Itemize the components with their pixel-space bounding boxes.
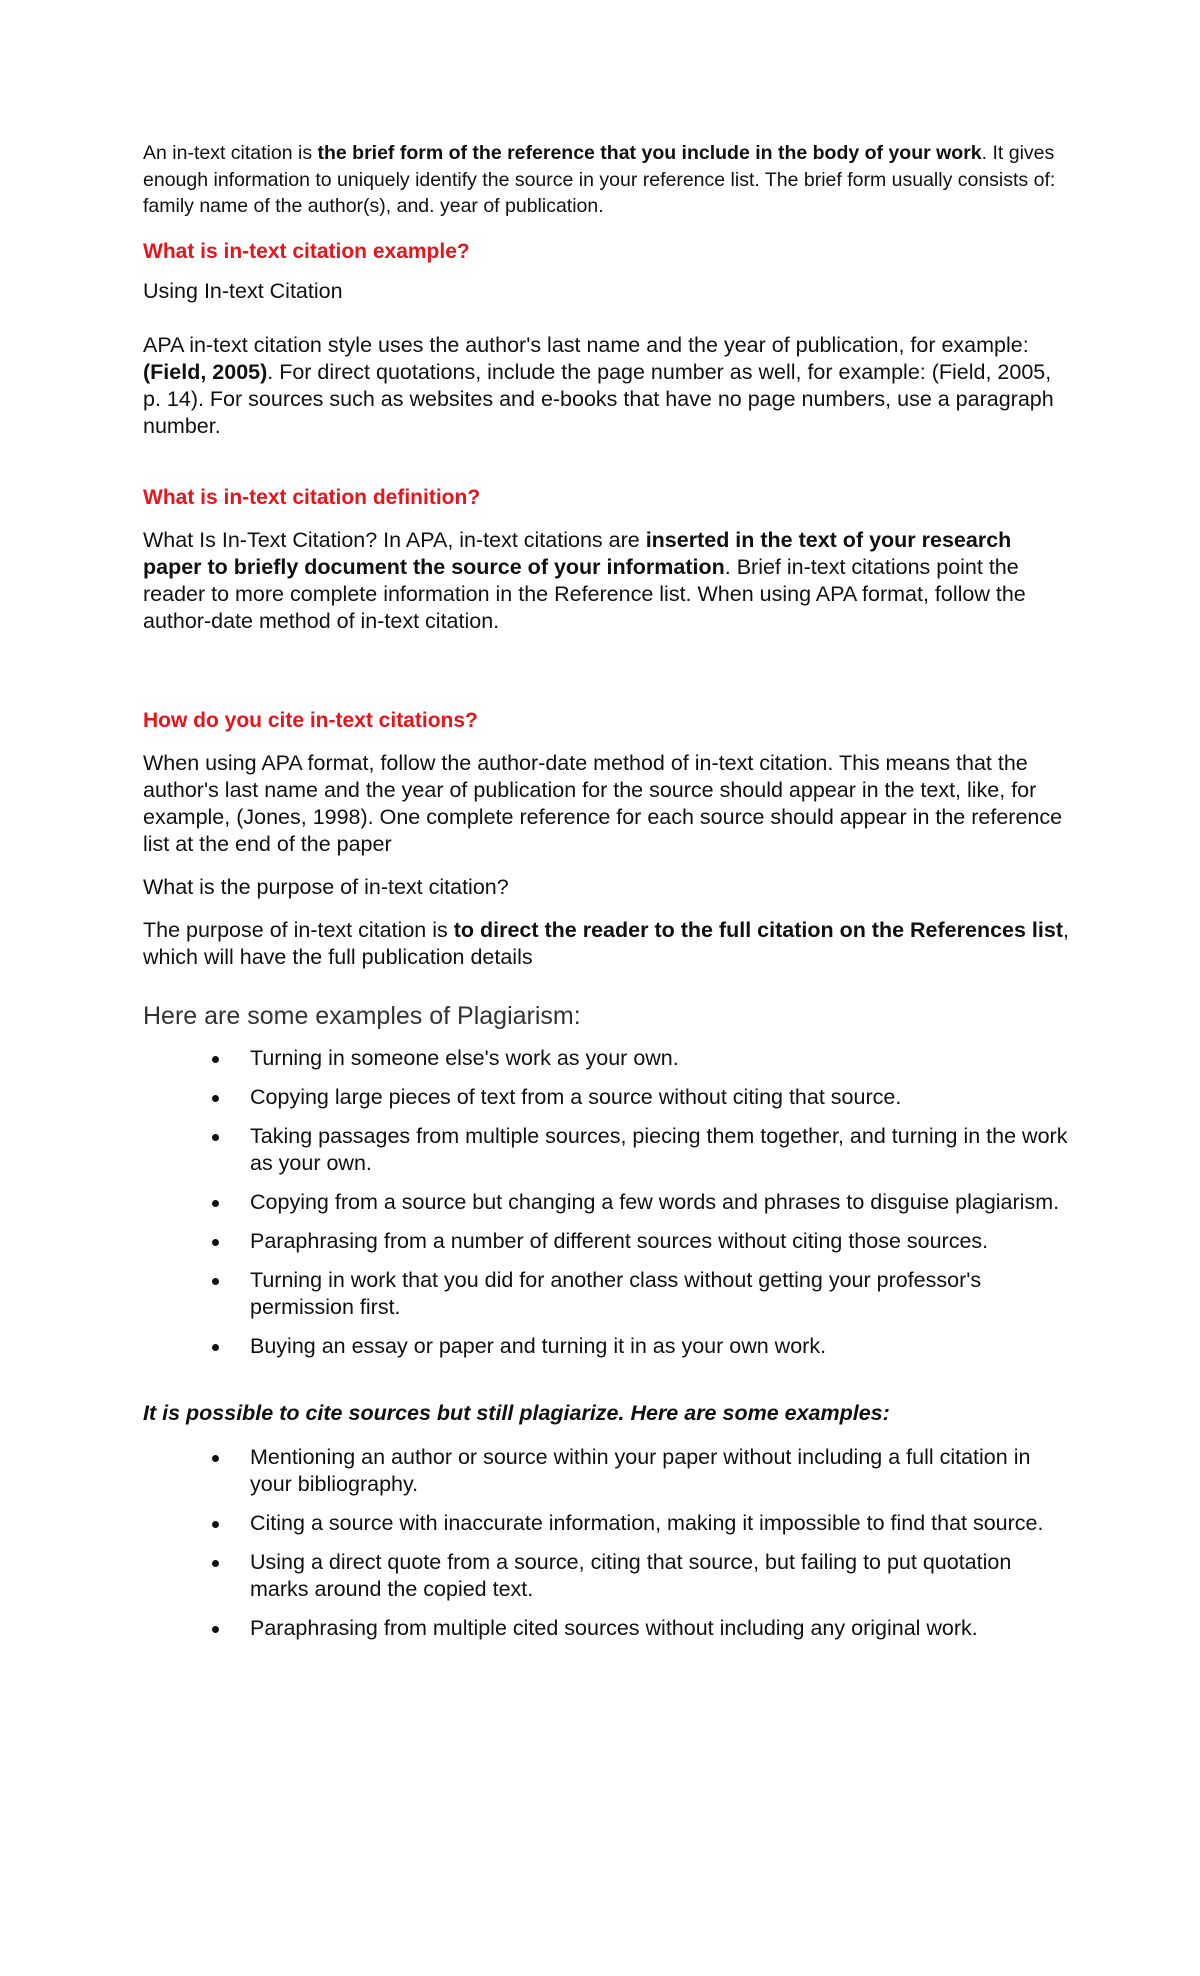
list-item: Buying an essay or paper and turning it in as your own work. [143, 1333, 1073, 1360]
list-item: Paraphrasing from a number of different sources without citing those sources. [143, 1228, 1073, 1255]
paragraph-how-to-cite: When using APA format, follow the author-date method of in-text citation. This means that the author's last name and the year of publication for the source should appear in the text, like, for example, (Jones, 1998). One complete reference for each source should appear in the reference list at the end of the paper [143, 750, 1063, 856]
bullet-icon [212, 1560, 219, 1567]
intro-paragraph: An in-text citation is the brief form of the reference that you include in the body of your work. It gives enough information to uniquely identify the source in your reference list. The brief form usually consists of: family name of the author(s), and. year of publication. [143, 142, 1056, 217]
bullet-icon [212, 1278, 219, 1285]
list-item: Copying large pieces of text from a source without citing that source. [143, 1084, 1073, 1111]
bullet-icon [212, 1344, 219, 1351]
list-item: Taking passages from multiple sources, piecing them together, and turning in the work as your own. [143, 1123, 1073, 1177]
heading-citation-definition: What is in-text citation definition? [143, 485, 481, 509]
list-item: Citing a source with inaccurate information, making it impossible to find that source. [143, 1510, 1073, 1537]
heading-cite-but-plagiarize: It is possible to cite sources but still plagiarize. Here are some examples: [143, 1400, 890, 1425]
intro-bold-definition: the brief form of the reference that you include in the body of your work [317, 142, 982, 164]
document-page [143, 140, 1073, 1654]
bullet-icon [212, 1239, 219, 1246]
plagiarism-list [143, 1045, 1073, 1360]
list-item: Paraphrasing from multiple cited sources without including any original work. [143, 1615, 1073, 1642]
paragraph-apa-style: APA in-text citation style uses the author's last name and the year of publication, for example: (Field, 2005). For direct quotations, include the page number as well, for example: (Field, 2005, p. 14). For sources such as websites and e-books that have no page numbers, use a paragraph number. [143, 332, 1054, 438]
list-item: Mentioning an author or source within your paper without including a full citation in your bibliography. [143, 1444, 1073, 1498]
bullet-icon [212, 1095, 219, 1102]
cite-but-plagiarize-list [143, 1444, 1073, 1642]
list-item: Turning in work that you did for another class without getting your professor's permission first. [143, 1267, 1073, 1321]
bullet-icon [212, 1056, 219, 1063]
paragraph-definition: What Is In-Text Citation? In APA, in-text citations are inserted in the text of your research paper to briefly document the source of your information. Brief in-text citations point the reader to more complete information in the Reference list. When using APA format, follow the author-date method of in-text citation. [143, 527, 1026, 633]
list-item: Copying from a source but changing a few words and phrases to disguise plagiarism. [143, 1189, 1073, 1216]
bullet-icon [212, 1200, 219, 1207]
bullet-icon [212, 1626, 219, 1633]
bullet-icon [212, 1455, 219, 1462]
list-item: Turning in someone else's work as your own. [143, 1045, 1073, 1072]
subheading-using-in-text-citation: Using In-text Citation [143, 278, 343, 303]
paragraph-purpose: The purpose of in-text citation is to direct the reader to the full citation on the References list, which will have the full publication details [143, 917, 1069, 969]
heading-how-to-cite: How do you cite in-text citations? [143, 708, 478, 732]
heading-plagiarism-examples: Here are some examples of Plagiarism: [143, 1001, 581, 1030]
heading-citation-example: What is in-text citation example? [143, 239, 470, 263]
list-item: Using a direct quote from a source, citing that source, but failing to put quotation marks around the copied text. [143, 1549, 1073, 1603]
bullet-icon [212, 1521, 219, 1528]
question-purpose: What is the purpose of in-text citation? [143, 874, 509, 899]
bullet-icon [212, 1134, 219, 1141]
